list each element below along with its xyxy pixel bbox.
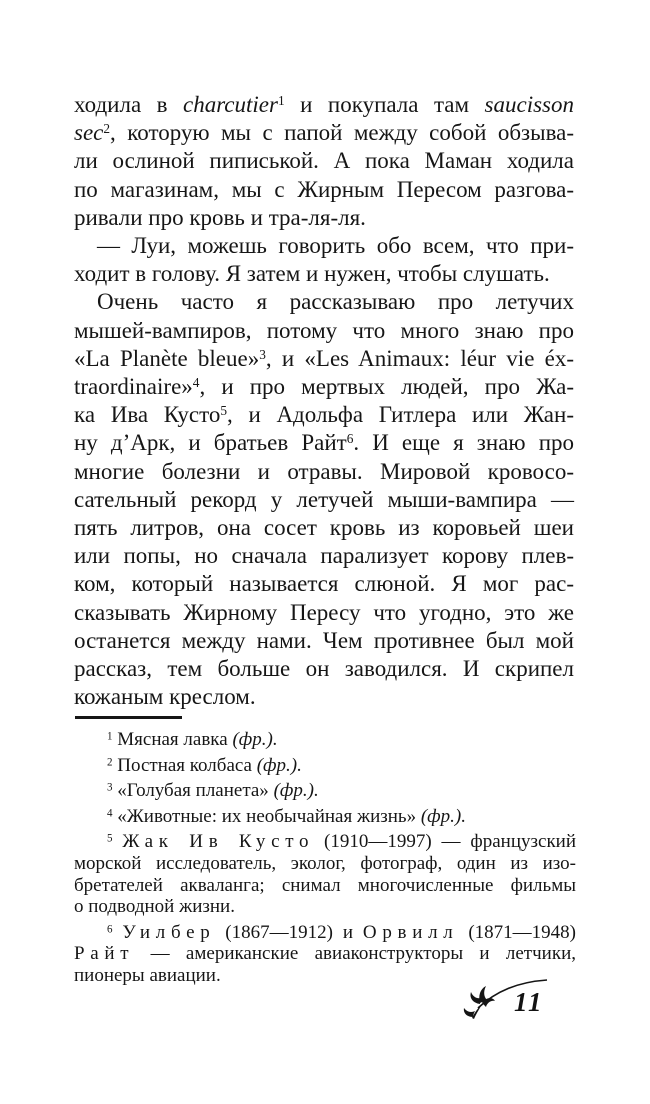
text-segment: ну д’Арк, и братьев Райт <box>74 430 347 456</box>
text-line <box>74 831 576 853</box>
text-line <box>74 429 574 457</box>
text-segment: «Голубая планета» <box>112 780 274 802</box>
footnote-marker: 1 <box>277 93 285 109</box>
footnotes-list <box>74 729 576 987</box>
italic-text: charcutier <box>183 92 278 117</box>
text-segment: многие болезни и отравы. Мировой кровосо- <box>74 458 574 484</box>
footnote-marker: 1 <box>107 730 113 743</box>
text-segment: — американские авиаконструкторы и летчики, <box>134 943 576 965</box>
text-line <box>74 260 574 288</box>
footnote-marker: 4 <box>192 375 200 391</box>
text-line <box>74 373 574 401</box>
text-segment: ходила в <box>74 92 183 117</box>
footnote-marker: 5 <box>220 403 228 419</box>
text-segment: пять литров, она сосет кровь из коровьей шеи <box>74 515 574 541</box>
text-segment: кожаным креслом. <box>74 684 256 710</box>
text-line <box>74 514 574 542</box>
footnote-marker: 3 <box>107 781 113 794</box>
spaced-name: Райт <box>74 943 135 965</box>
text-segment: Очень часто я рассказываю про летучих <box>97 289 574 315</box>
text-line <box>74 655 574 683</box>
footnote-item <box>74 780 576 802</box>
text-segment: . И еще я знаю про <box>353 430 574 456</box>
footnote-marker: 6 <box>346 431 354 447</box>
italic-text: saucisson <box>484 92 574 117</box>
text-line <box>74 599 574 627</box>
paragraph <box>74 232 574 288</box>
spaced-name: Уилбер <box>122 921 216 943</box>
text-segment: «Животные: их необычайная жизнь» <box>112 805 421 827</box>
text-line <box>74 317 574 345</box>
page-number: 11 <box>514 987 544 1017</box>
italic-text: (фр.). <box>256 754 302 776</box>
text-line <box>74 542 574 570</box>
text-segment: рассказ, тем больше он заводился. И скрипел <box>74 656 574 682</box>
spaced-name: Жак Ив Кусто <box>122 831 315 853</box>
text-segment: мышей-вампиров, потому что много знаю про <box>74 317 574 343</box>
footnote-marker: 3 <box>259 346 266 362</box>
footnote-item <box>74 755 576 777</box>
text-segment: (1910—1997) — французский <box>314 831 577 853</box>
text-line <box>74 627 574 655</box>
text-segment <box>113 831 123 852</box>
footnote-marker: 2 <box>103 121 111 137</box>
text-segment: ком, который называется слюной. Я мог рас- <box>74 571 574 597</box>
text-segment: traordinaire» <box>74 374 193 400</box>
text-segment: о подводной жизни. <box>74 896 235 918</box>
text-line <box>74 729 576 751</box>
text-line <box>74 922 576 944</box>
text-line <box>74 896 576 918</box>
text-line <box>74 570 574 598</box>
footnote-marker: 6 <box>107 923 113 936</box>
text-segment: ли ослиной пиписькой. А пока Маман ходила <box>74 148 574 174</box>
text-segment: по магазинам, мы с Жирным Пересом разгова- <box>74 176 574 202</box>
text-line <box>74 806 576 828</box>
text-segment: останется между нами. Чем противнее был мой <box>74 627 574 653</box>
text-segment: ходит в голову. Я затем и нужен, чтобы слушать. <box>74 261 550 287</box>
text-line <box>74 91 574 119</box>
text-segment: Мясная лавка <box>112 729 233 750</box>
text-segment: , и Адольфа Гитлера или Жан- <box>227 402 574 428</box>
italic-text: (фр.). <box>232 729 278 750</box>
italic-text: sec <box>74 120 104 146</box>
text-line <box>74 147 574 175</box>
text-segment: сательный рекорд у летучей мыши-вампира — <box>74 486 574 512</box>
footnote-item <box>74 806 576 828</box>
italic-text: (фр.). <box>420 805 466 827</box>
text-line <box>74 943 576 965</box>
paragraph <box>74 91 574 232</box>
text-segment: , которую мы с папой между собой обзыва- <box>110 120 574 146</box>
footnote-item <box>74 831 576 917</box>
text-segment: и покупала там <box>284 92 485 117</box>
footnote-marker: 4 <box>107 807 113 820</box>
text-line <box>74 458 574 486</box>
text-segment <box>113 922 123 943</box>
text-segment: , и про мертвых людей, про Жа- <box>199 374 574 400</box>
footnote-item <box>74 729 576 751</box>
text-segment: (1871—1948) <box>458 921 577 943</box>
text-line <box>74 486 574 514</box>
text-line <box>74 401 574 429</box>
text-segment: , и «Les Animaux: léur vie éx- <box>265 345 574 371</box>
text-segment: пионеры авиации. <box>74 964 221 986</box>
footnote-marker: 5 <box>107 832 113 845</box>
spaced-name: Орвилл <box>362 921 459 943</box>
text-segment: сказывать Жирному Пересу что угодно, это же <box>74 599 574 625</box>
text-line <box>74 288 574 316</box>
text-segment: «La Planète bleue» <box>74 345 260 371</box>
text-segment: морской исследователь, эколог, фотограф, один из изо- <box>74 852 576 874</box>
paragraph <box>74 288 574 711</box>
body-text <box>74 91 574 711</box>
text-segment: (1867—1912) и <box>215 921 363 943</box>
text-segment: бретателей акваланга; снимал многочисленные фильмы <box>74 874 576 896</box>
text-line <box>74 875 576 897</box>
footnote-separator <box>75 716 182 719</box>
footnote-marker: 2 <box>107 755 113 768</box>
text-line <box>74 683 574 711</box>
text-line <box>74 176 574 204</box>
text-segment: ривали про кровь и тра-ля-ля. <box>74 204 366 230</box>
text-line <box>74 345 574 373</box>
italic-text: (фр.). <box>273 780 319 802</box>
text-segment: или попы, но сначала парализует корову плев- <box>74 543 574 569</box>
text-segment: Постная колбаса <box>112 754 257 776</box>
text-line <box>74 853 576 875</box>
text-line <box>74 755 576 777</box>
text-segment: ка Ива Кусто <box>74 402 221 428</box>
text-line <box>74 780 576 802</box>
text-segment: — Луи, можешь говорить обо всем, что при- <box>97 233 574 259</box>
text-line <box>74 204 574 232</box>
text-line <box>74 119 574 147</box>
text-line <box>74 232 574 260</box>
